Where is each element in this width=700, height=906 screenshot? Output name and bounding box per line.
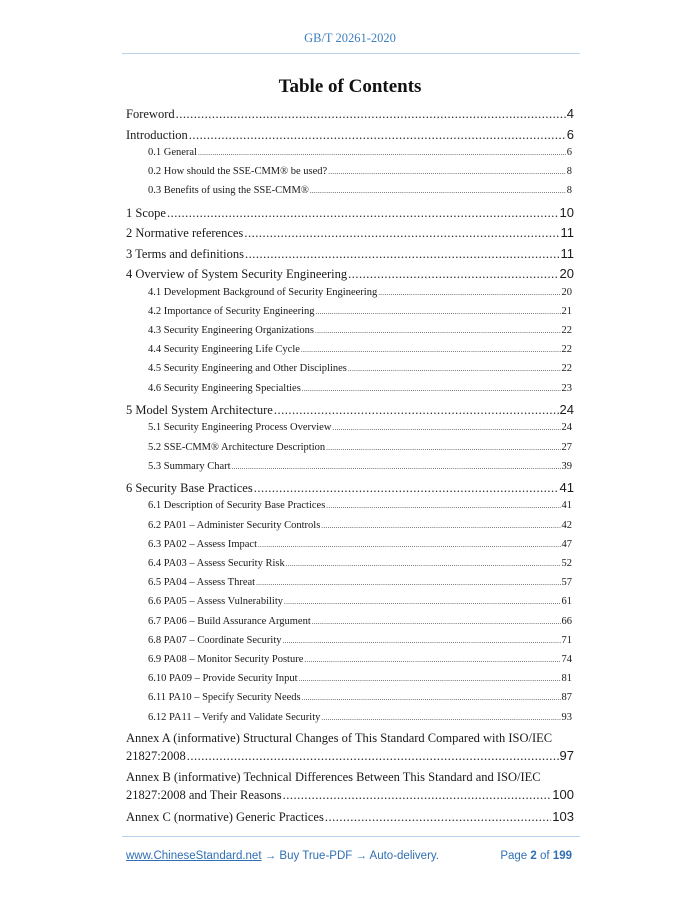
toc-page-number: 66 [561, 615, 572, 627]
of-word: of [540, 850, 550, 862]
footer-promo-text[interactable]: → Buy True-PDF → Auto-delivery. [264, 850, 439, 862]
toc-entry-label: 6.11 PA10 – Specify Security Needs [148, 692, 301, 704]
toc-subentry[interactable] [148, 147, 572, 158]
toc-page-number: 42 [561, 519, 572, 531]
toc-page-number: 74 [561, 654, 572, 665]
toc-page-number: 97 [559, 747, 574, 763]
toc-entry[interactable] [126, 809, 574, 825]
dot-leader [245, 247, 560, 262]
toc-entry-label: Annex C (normative) Generic Practices [126, 809, 324, 824]
toc-subentry[interactable] [148, 692, 572, 703]
toc-entry-label: 4.3 Security Engineering Organizations [148, 325, 315, 336]
dot-leader [187, 747, 559, 765]
toc-page-number: 11 [560, 225, 574, 241]
toc-entry-label: 0.2 How should the SSE-CMM® be used? [148, 166, 328, 178]
dot-leader [167, 206, 559, 221]
page-title: Table of Contents [278, 76, 422, 97]
toc-entry-label: 6.7 PA06 – Build Assurance Argument [148, 615, 311, 627]
dot-leader [301, 346, 561, 354]
dot-leader [284, 598, 560, 606]
header-divider [122, 53, 580, 54]
toc-page-number: 103 [552, 808, 574, 824]
toc-page-number: 6 [566, 126, 574, 142]
toc-subentry[interactable] [148, 363, 572, 374]
toc-page-number: 71 [561, 634, 572, 646]
toc-entry[interactable] [126, 402, 574, 418]
toc-subentry[interactable] [148, 422, 572, 433]
toc-entry-label: 6.10 PA09 – Provide Security Input [148, 673, 298, 685]
toc-entry-label: Annex B (informative) Technical Differences Between This Standard and ISO/IEC [126, 769, 541, 784]
toc-page-number: 23 [561, 382, 572, 394]
toc-entry-label: 6.9 PA08 – Monitor Security Posture [148, 654, 304, 665]
toc-page-number: 24 [559, 401, 574, 417]
toc-entry[interactable] [126, 225, 574, 241]
dot-leader [326, 444, 560, 452]
toc-page-number: 81 [561, 673, 572, 685]
dot-leader [312, 618, 561, 626]
toc-page-number: 57 [561, 577, 572, 589]
dot-leader [326, 502, 560, 510]
toc-subentry[interactable] [148, 500, 572, 511]
toc-subentry[interactable] [148, 673, 572, 684]
toc-subentry[interactable] [148, 185, 572, 196]
toc-entry-label: 4.4 Security Engineering Life Cycle [148, 344, 300, 356]
toc-subentry[interactable] [148, 325, 572, 336]
dot-leader [304, 656, 560, 664]
dot-leader [302, 385, 561, 393]
toc-subentry[interactable] [148, 166, 572, 177]
dot-leader [176, 107, 566, 122]
toc-entry-label: 6.8 PA07 – Coordinate Security [148, 634, 282, 646]
toc-page-number: 61 [561, 596, 572, 608]
toc-entry[interactable] [126, 768, 574, 804]
toc-entry-label: 5 Model System Architecture [126, 402, 273, 417]
toc-entry[interactable] [126, 205, 574, 221]
toc-page-number: 52 [561, 558, 572, 569]
toc-entry[interactable] [126, 106, 574, 122]
dot-leader [244, 226, 559, 241]
dot-leader [348, 267, 558, 282]
toc-page-number: 22 [561, 325, 572, 336]
dot-leader [256, 579, 560, 587]
toc-entry-label: Introduction [126, 127, 188, 142]
toc-entry-label: 4 Overview of System Security Engineering [126, 267, 348, 282]
dot-leader [232, 463, 561, 471]
toc-entry-label: 6.3 PA02 – Assess Impact [148, 538, 257, 550]
toc-subentry[interactable] [148, 539, 572, 550]
toc-page-number: 93 [561, 711, 572, 723]
toc-page-number: 10 [559, 204, 574, 220]
toc-entry-label: 5.3 Summary Chart [148, 460, 231, 472]
page-footer [126, 850, 572, 862]
toc-subentry[interactable] [148, 520, 572, 531]
toc-entry-label: 4.2 Importance of Security Engineering [148, 305, 315, 317]
toc-page-number: 4 [566, 106, 574, 121]
toc-page-number: 100 [552, 786, 574, 802]
toc-subentry[interactable] [148, 306, 572, 317]
dot-leader [282, 637, 560, 645]
footer-divider [122, 836, 580, 837]
document-header: GB/T 20261-2020 [304, 31, 396, 45]
toc-entry-label: 6.12 PA11 – Verify and Validate Security [148, 711, 321, 723]
toc-page-number: 8 [566, 166, 572, 178]
toc-entry-label: 4.1 Development Background of Security Engineering [148, 286, 378, 298]
dot-leader [348, 365, 561, 373]
toc-subentry[interactable] [148, 287, 572, 298]
toc-entry[interactable] [126, 127, 574, 143]
toc-page-number: 41 [559, 479, 574, 495]
toc-entry-label: 1 Scope [126, 205, 166, 220]
current-page-number: 2 [530, 850, 537, 862]
dot-leader [302, 694, 561, 702]
toc-entry[interactable] [126, 729, 574, 765]
footer-site-link[interactable]: www.ChineseStandard.net [126, 850, 262, 862]
toc-entry-label: 6 Security Base Practices [126, 480, 253, 495]
toc-page-number: 20 [561, 286, 572, 298]
dot-leader [198, 149, 566, 157]
toc-page-number: 27 [561, 441, 572, 453]
dot-leader [328, 168, 566, 176]
toc-entry-label: 6.1 Description of Security Base Practices [148, 500, 326, 512]
toc-subentry[interactable] [148, 654, 572, 665]
dot-leader [321, 522, 560, 530]
toc-page-number: 22 [561, 363, 572, 375]
toc-entry-label: 0.1 General [148, 147, 197, 158]
toc-entry-label: 6.4 PA03 – Assess Security Risk [148, 558, 285, 569]
toc-page-number: 6 [566, 147, 572, 158]
dot-leader [378, 289, 560, 297]
toc-entry[interactable] [126, 266, 574, 282]
toc-page-number: 41 [561, 500, 572, 512]
dot-leader [315, 327, 560, 335]
dot-leader [299, 675, 561, 683]
total-pages: 199 [552, 850, 572, 862]
toc-entry-label: Foreword [126, 107, 175, 121]
toc-page-number: 20 [559, 266, 574, 282]
toc-entry-label: 5.2 SSE-CMM® Architecture Description [148, 441, 326, 453]
toc-page-number: 87 [561, 692, 572, 704]
dot-leader [283, 786, 552, 804]
toc-entry[interactable] [126, 480, 574, 496]
page-word: Page [500, 850, 528, 862]
toc-entry-label-continued: 21827:2008 and Their Reasons [126, 787, 282, 802]
toc-entry-label-continued: 21827:2008 [126, 748, 186, 763]
dot-leader [258, 541, 561, 549]
dot-leader [316, 308, 561, 316]
toc-page-number: 39 [561, 460, 572, 472]
toc-entry-label: 3 Terms and definitions [126, 246, 244, 261]
toc-page-number: 11 [560, 245, 574, 261]
dot-leader [189, 128, 566, 143]
page-indicator [500, 850, 572, 862]
toc-page-number: 21 [561, 305, 572, 317]
toc-subentry[interactable] [148, 558, 572, 569]
toc-subentry[interactable] [148, 442, 572, 453]
dot-leader [310, 187, 566, 195]
toc-entry[interactable] [126, 246, 574, 262]
toc-subentry[interactable] [148, 712, 572, 723]
toc-entry-label: Annex A (informative) Structural Changes of This Standard Compared with ISO/IEC [126, 730, 553, 745]
toc-subentry[interactable] [148, 616, 572, 627]
dot-leader [332, 424, 560, 432]
toc-page-number: 47 [561, 538, 572, 550]
toc-entry-label: 5.1 Security Engineering Process Overview [148, 422, 332, 434]
dot-leader [274, 403, 559, 418]
toc-page-number: 24 [561, 422, 572, 434]
dot-leader [254, 481, 559, 496]
toc-subentry[interactable] [148, 635, 572, 646]
toc-entry-label: 4.6 Security Engineering Specialties [148, 382, 301, 394]
dot-leader [321, 714, 560, 722]
dot-leader [325, 810, 551, 825]
toc-page-number: 22 [561, 344, 572, 356]
toc-page-number: 8 [566, 185, 572, 197]
toc-entry-label: 0.3 Benefits of using the SSE-CMM® [148, 185, 309, 197]
toc-entry-label: 4.5 Security Engineering and Other Disciplines [148, 363, 347, 375]
toc-subentry[interactable] [148, 383, 572, 394]
toc-subentry[interactable] [148, 596, 572, 607]
dot-leader [286, 560, 561, 568]
toc-subentry[interactable] [148, 461, 572, 472]
toc-subentry[interactable] [148, 344, 572, 355]
toc-subentry[interactable] [148, 577, 572, 588]
toc-entry-label: 6.5 PA04 – Assess Threat [148, 577, 256, 589]
toc-entry-label: 6.2 PA01 – Administer Security Controls [148, 519, 321, 531]
toc-entry-label: 6.6 PA05 – Assess Vulnerability [148, 596, 284, 608]
toc-entry-label: 2 Normative references [126, 226, 244, 241]
